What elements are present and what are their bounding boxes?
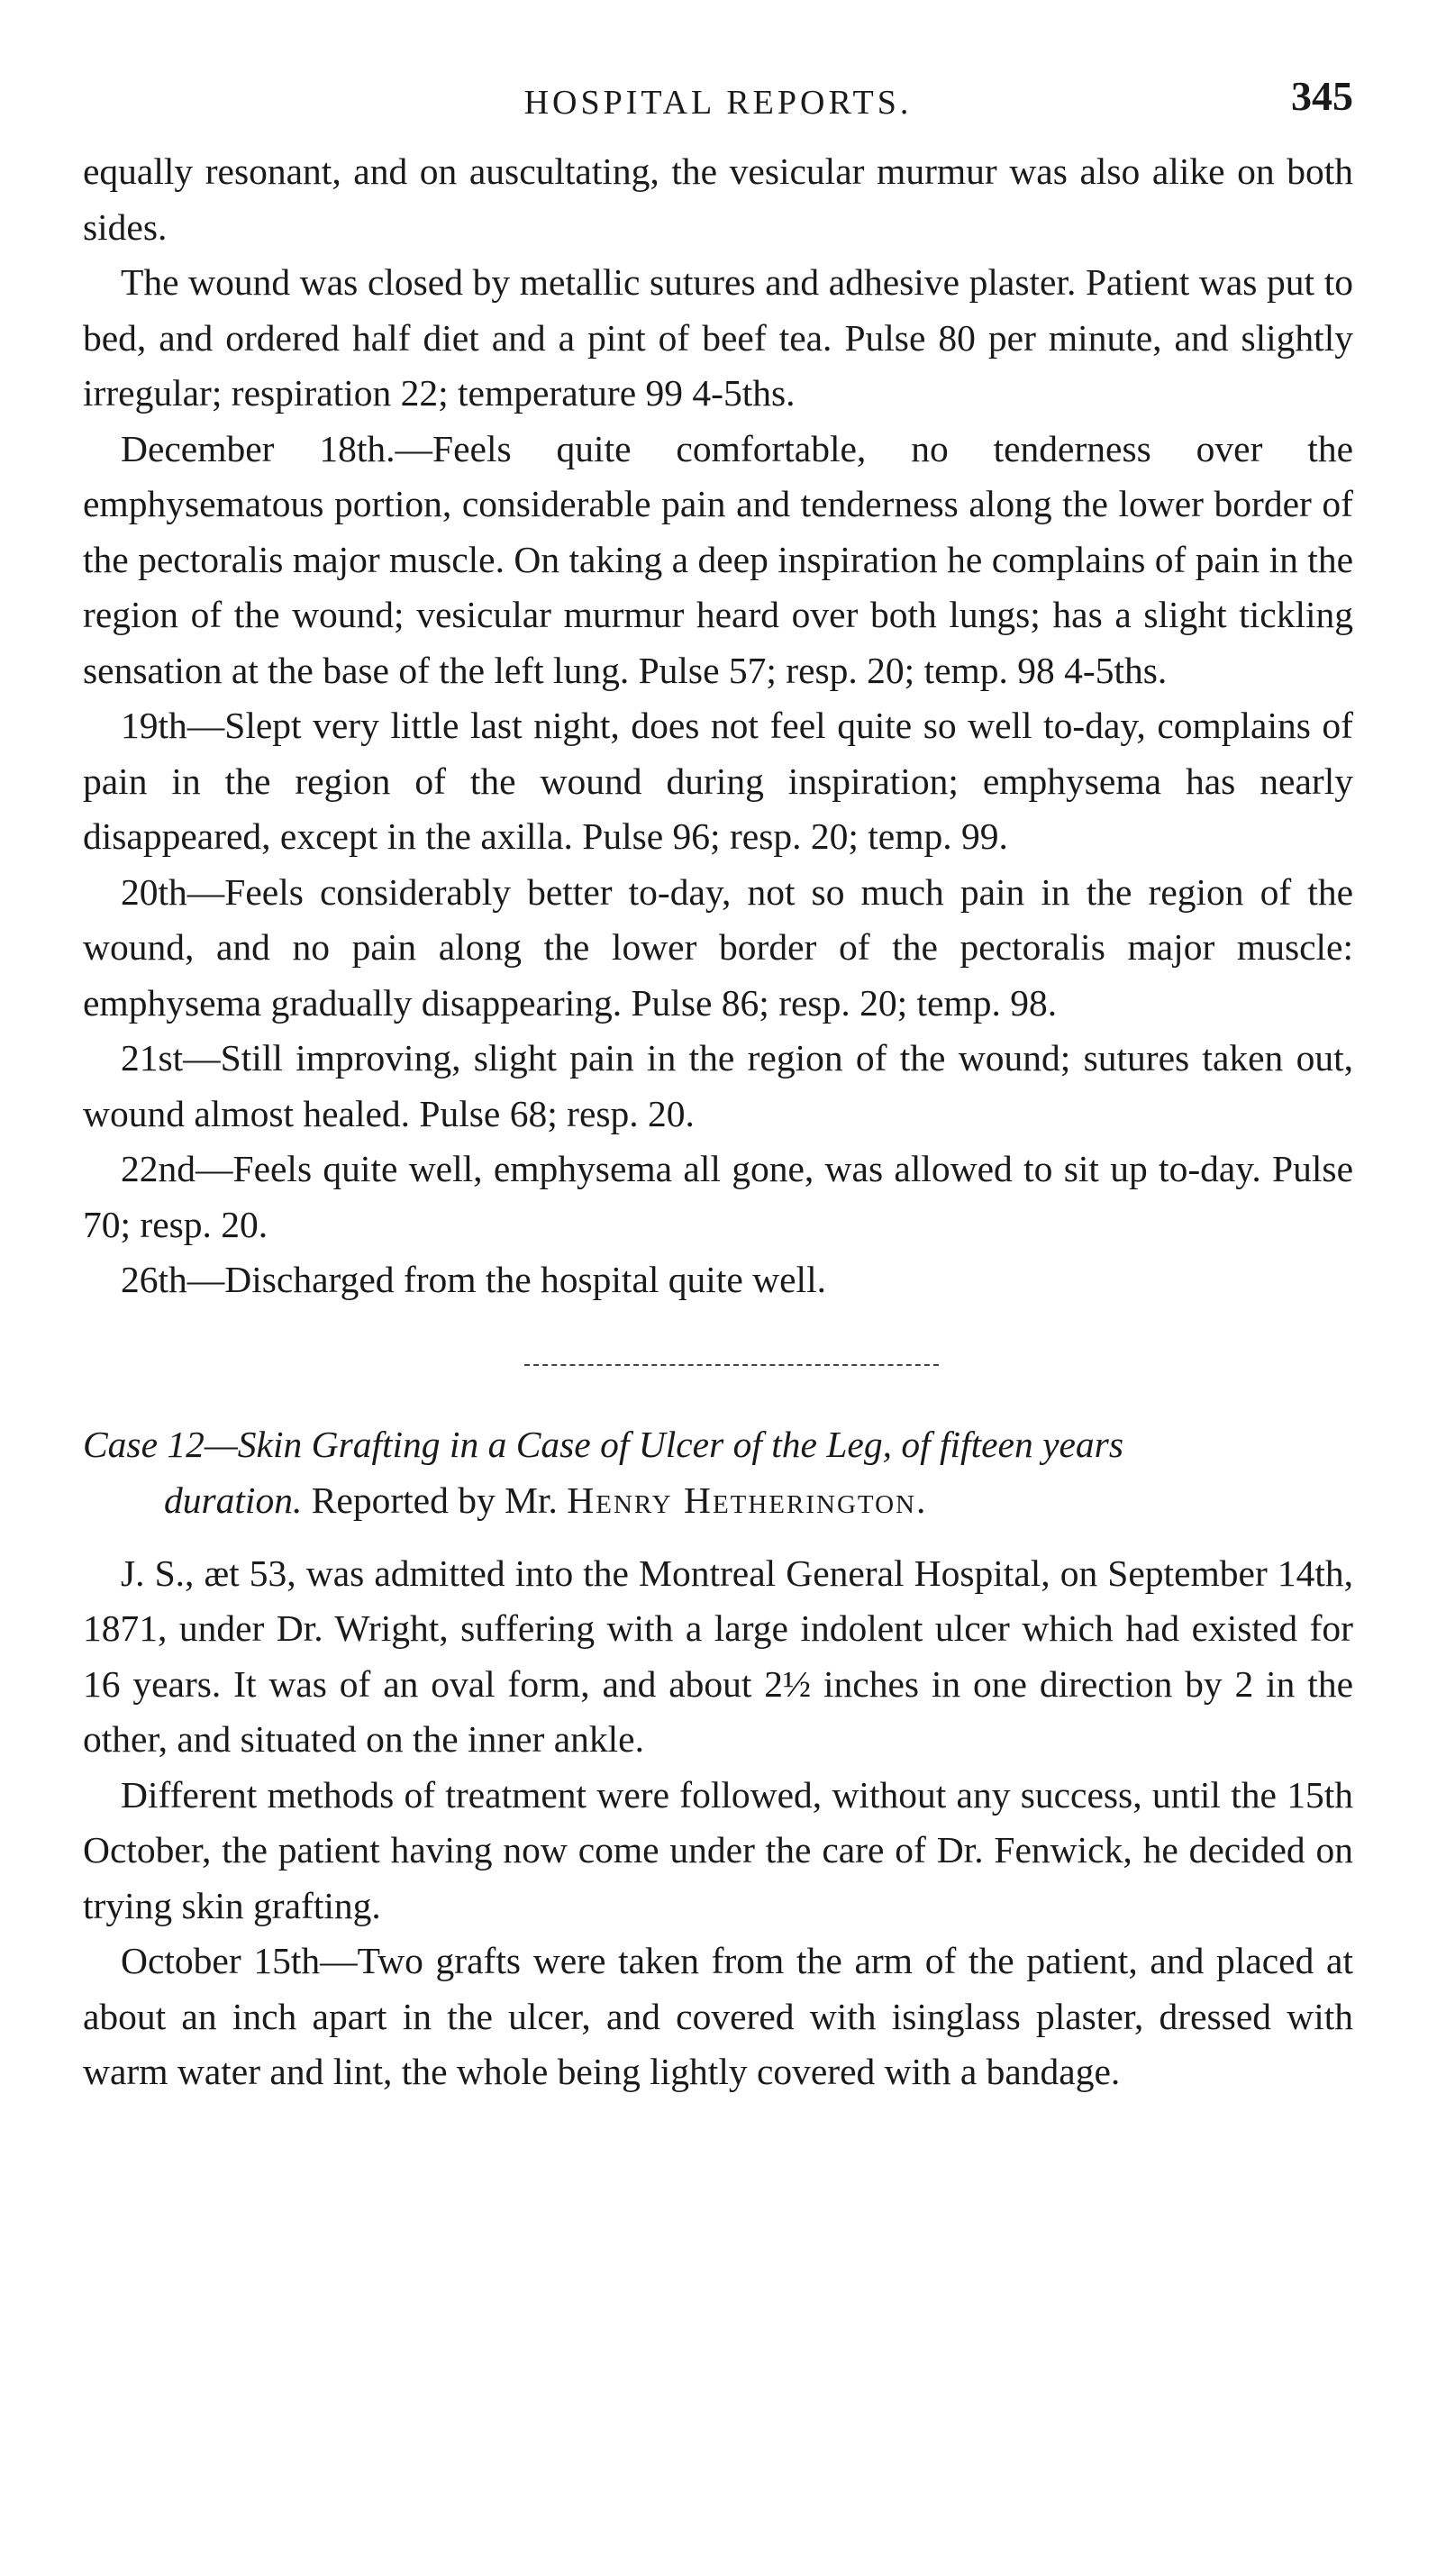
running-head — [83, 72, 1353, 144]
divider-rule — [524, 1364, 939, 1366]
paragraph-wound-closed: The wound was closed by metallic sutures and adhesive plaster. Patient was put to bed, and ordered half diet and a pint of beef tea. Pulse 80 per minute, and slightly irregular; respiration 22; temperature 99 4-5ths. — [83, 261, 1353, 414]
paragraph-26th: 26th—Discharged from the hospital quite well. — [121, 1259, 826, 1300]
case-title: Case 12—Skin Grafting in a Case of Ulcer of the Leg, of fifteen years — [83, 1423, 1123, 1465]
case-title-line-1 — [83, 1416, 1353, 1472]
page-number: 345 — [1291, 73, 1353, 119]
reporter-name: Henry Hetherington. — [567, 1479, 928, 1521]
paragraph-21st: 21st—Still improving, slight pain in the region of the wound; sutures taken out, wound almost healed. Pulse 68; resp. 20. — [83, 1037, 1353, 1134]
case-heading — [83, 1416, 1353, 1528]
paragraph-december-18: December 18th.—Feels quite comfortable, no tenderness over the emphysematous portion, considerable pain and tenderness along the lower border of the pectoralis major muscle. On taking a deep inspiration he complains of pain in the region of the wound; vesicular murmur heard over both lungs; has a slight tickling sensation at the base of the left lung. Pulse 57; resp. 20; temp. 98 4-5ths. — [83, 427, 1353, 691]
paragraph-treatment: Different methods of treatment were followed, without any success, until the 15th October, the patient having now come under the care of Dr. Fenwick, he decided on trying skin grafting. — [83, 1773, 1353, 1926]
case-title-line-2 — [83, 1472, 1353, 1528]
paragraph-20th: 20th—Feels considerably better to-day, not so much pain in the region of the wound, and no pain along the lower border of the pectoralis major muscle: emphysema gradually disappearing. Pulse 86; resp. 20; temp. 98. — [83, 870, 1353, 1024]
reported-by: Reported by Mr. — [311, 1479, 558, 1521]
paragraph-auscultation: equally resonant, and on auscultating, the vesicular murmur was also alike on both sides. — [83, 150, 1353, 248]
paragraph-19th: 19th—Slept very little last night, does not feel quite so well to-day, complains of pain in the region of the wound during inspiration; emphysema has nearly disappeared, except in the axilla. Pulse 96; resp. 20; temp. 99. — [83, 705, 1353, 857]
paragraph-22nd: 22nd—Feels quite well, emphysema all gone, was allowed to sit up to-day. Pulse 70; resp. 20. — [83, 1148, 1353, 1245]
case-title-continued: duration. — [164, 1479, 303, 1521]
running-title: HOSPITAL REPORTS. — [523, 84, 913, 122]
paragraph-admission: J. S., æt 53, was admitted into the Montreal General Hospital, on September 14th, 1871, under Dr. Wright, suffering with a large indolent ulcer which had existed for 16 years. It was of an oval form, and about 2½ inches in one direction by 2 in the other, and situated on the inner ankle. — [83, 1552, 1353, 1760]
paragraph-october-15: October 15th—Two grafts were taken from the arm of the patient, and placed at about an inch apart in the ulcer, and covered with isinglass plaster, dressed with warm water and lint, the whole being lightly covered with a bandage. — [83, 1940, 1353, 2092]
case-continuation — [83, 144, 1353, 1308]
case-12-body — [83, 1546, 1353, 2100]
book-page — [83, 72, 1353, 2100]
section-divider — [83, 1308, 1353, 1416]
